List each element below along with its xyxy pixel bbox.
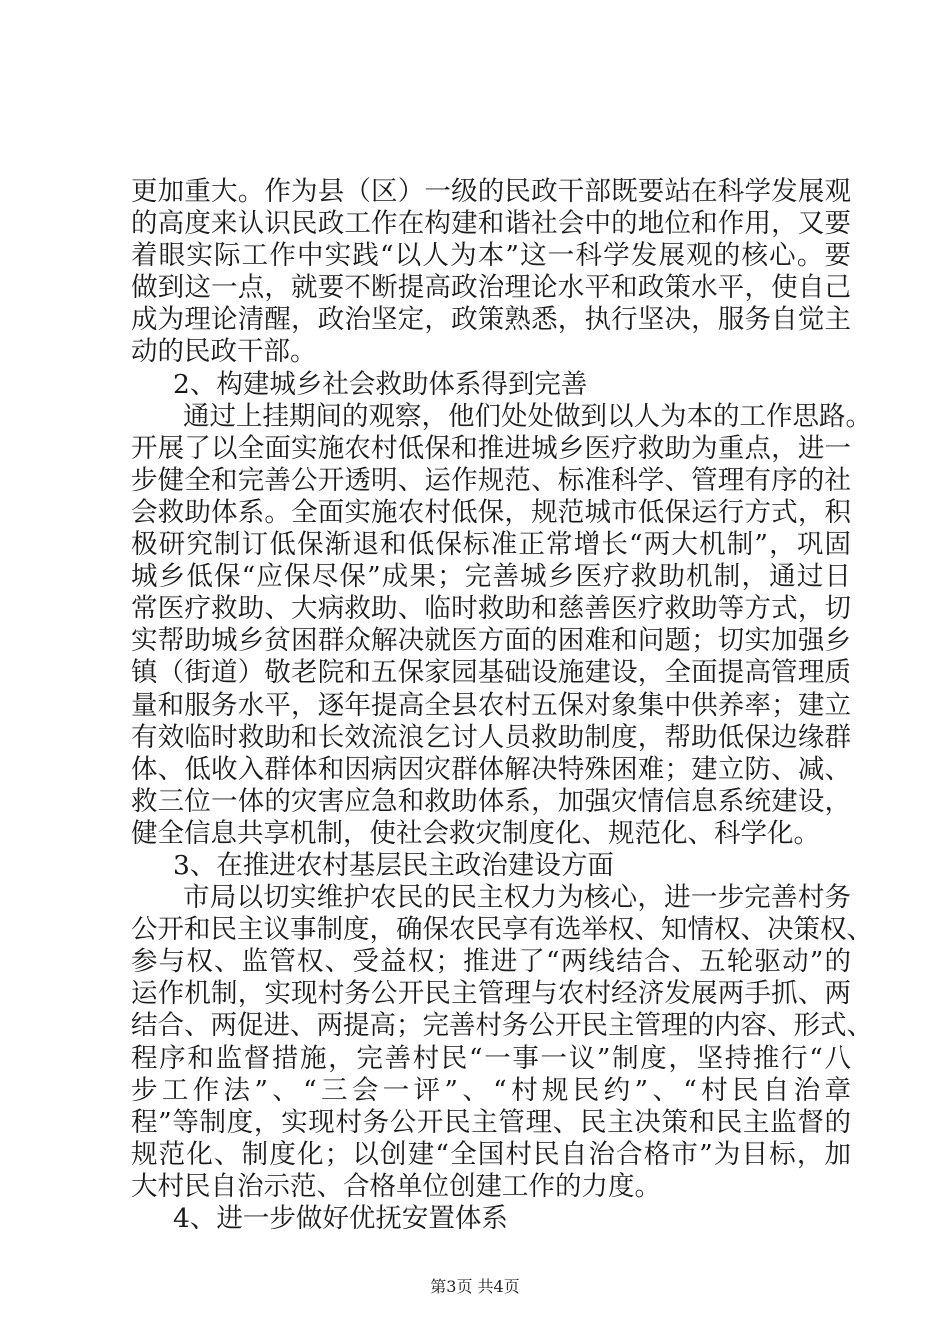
body-line: 更加重大。作为县（区）一级的民政干部既要站在科学发展观	[131, 176, 851, 207]
body-line: 常医疗救助、大病救助、临时救助和慈善医疗救助等方式，切	[131, 593, 851, 625]
body-line: 规范化、制度化；以创建“全国村民自治合格市”为目标，加	[131, 1138, 851, 1170]
body-line: 有效临时救助和长效流浪乞讨人员救助制度，帮助低保边缘群	[131, 721, 851, 753]
body-line: 程序和监督措施，完善村民“一事一议”制度，坚持推行“八	[131, 1042, 851, 1074]
body-line: 公开和民主议事制度，确保农民享有选举权、知情权、决策权、	[131, 914, 873, 946]
section-heading: 2、构建城乡社会救助体系得到完善	[173, 368, 588, 400]
body-line: 量和服务水平，逐年提高全县农村五保对象集中供养率；建立	[131, 689, 851, 721]
body-line: 步工作法”、“三会一评”、“村规民约”、“村民自治章	[131, 1074, 851, 1106]
body-line: 城乡低保“应保尽保”成果；完善城乡医疗救助机制，通过日	[131, 561, 851, 593]
section-heading: 3、在推进农村基层民主政治建设方面	[173, 849, 614, 881]
body-line: 开展了以全面实施农村低保和推进城乡医疗救助为重点，进一	[131, 432, 851, 464]
body-line: 会救助体系。全面实施农村低保，规范城市低保运行方式，积	[131, 496, 851, 528]
body-line: 着眼实际工作中实践“以人为本”这一科学发展观的核心。要	[131, 240, 851, 272]
body-line: 镇（街道）敬老院和五保家园基础设施建设，全面提高管理质	[131, 657, 851, 689]
section-heading: 4、进一步做好优抚安置体系	[173, 1203, 508, 1234]
body-line: 参与权、监管权、受益权；推进了“两线结合、五轮驱动”的	[131, 946, 851, 978]
body-line: 市局以切实维护农民的民主权力为核心，进一步完善村务	[183, 882, 851, 914]
body-line: 运作机制，实现村务公开民主管理与农村经济发展两手抓、两	[131, 978, 851, 1010]
body-line: 通过上挂期间的观察，他们处处做到以人为本的工作思路。	[183, 400, 872, 432]
body-line: 的高度来认识民政工作在构建和谐社会中的地位和作用，又要	[131, 208, 851, 240]
document-body	[131, 176, 873, 1235]
body-line: 结合、两促进、两提高；完善村务公开民主管理的内容、形式、	[131, 1010, 873, 1042]
body-line: 动的民政干部。	[131, 336, 317, 368]
body-line: 极研究制订低保渐退和低保标准正常增长“两大机制”，巩固	[131, 529, 851, 561]
body-line: 程”等制度，实现村务公开民主管理、民主决策和民主监督的	[131, 1106, 851, 1138]
body-line: 实帮助城乡贫困群众解决就医方面的困难和问题；切实加强乡	[131, 625, 851, 657]
body-line: 大村民自治示范、合格单位创建工作的力度。	[131, 1170, 661, 1202]
body-line: 做到这一点，就要不断提高政治理论水平和政策水平，使自己	[131, 272, 851, 304]
body-line: 步健全和完善公开透明、运作规范、标准科学、管理有序的社	[131, 464, 851, 496]
body-line: 体、低收入群体和因病因灾群体解决特殊困难；建立防、减、	[131, 753, 851, 785]
body-line: 健全信息共享机制，使社会救灾制度化、规范化、科学化。	[131, 817, 820, 849]
page-number-footer: 第3页 共4页	[430, 1277, 520, 1296]
body-line: 成为理论清醒，政治坚定，政策熟悉，执行坚决，服务自觉主	[131, 304, 851, 336]
body-line: 救三位一体的灾害应急和救助体系，加强灾情信息系统建设，	[131, 785, 851, 817]
